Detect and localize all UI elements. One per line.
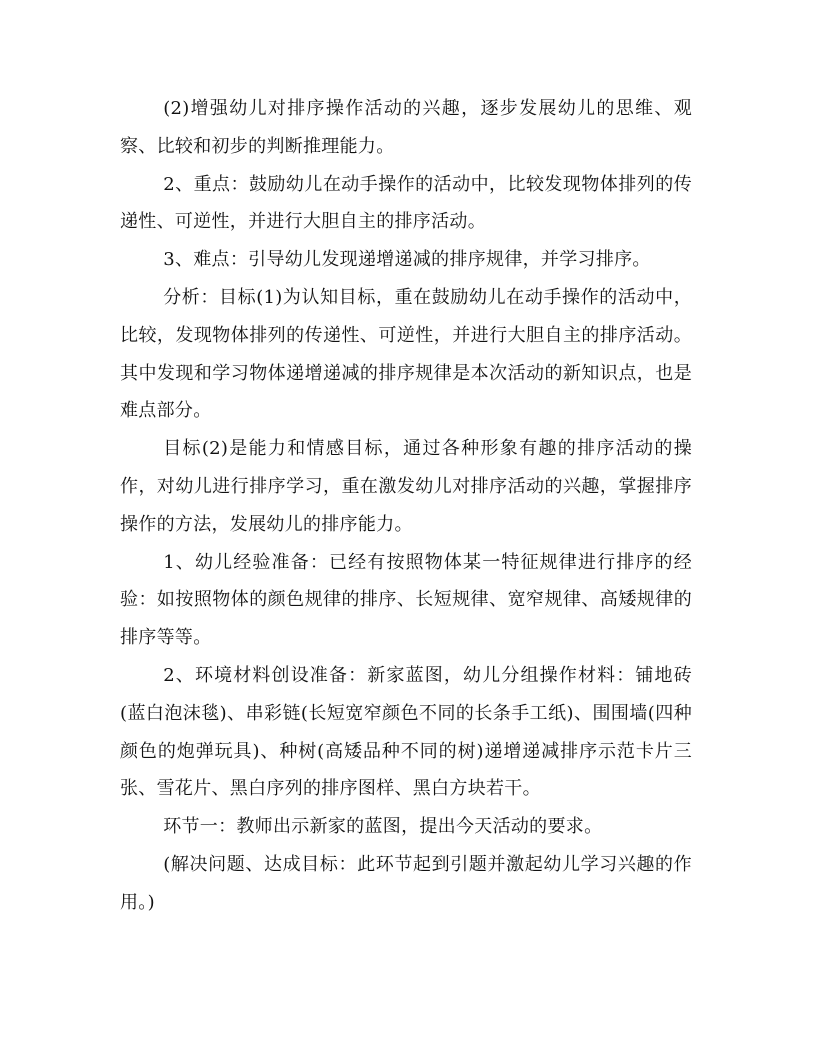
paragraph-section-one-note: (解决问题、达成目标：此环节起到引题并激起幼儿学习兴趣的作用。) xyxy=(120,853,692,913)
paragraph-difficulty: 3、难点：引导幼儿发现递增递减的排序规律，并学习排序。 xyxy=(163,249,651,271)
paragraph-material-prep: 2、环境材料创设准备：新家蓝图，幼儿分组操作材料：铺地砖(蓝白泡沫毯)、串彩链(长短宽窄颜色不同的长条手工纸)、围围墙(四种颜色的炮弹玩具)、种树(高矮品种不同的树)递增递减排序示范卡片三张、雪花片、黑白序列的排序图样、黑白方块若干。 xyxy=(120,664,692,800)
paragraph-key-point: 2、重点：鼓励幼儿在动手操作的活动中，比较发现物体排列的传递性、可逆性，并进行大胆自主的排序活动。 xyxy=(120,173,692,233)
paragraph-section-one: 环节一：教师出示新家的蓝图，提出今天活动的要求。 xyxy=(163,816,603,838)
paragraph-experience-prep: 1、幼儿经验准备：已经有按照物体某一特征规律进行排序的经验：如按照物体的颜色规律的排序、长短规律、宽窄规律、高矮规律的排序等等。 xyxy=(120,551,692,649)
paragraph-analysis: 分析：目标(1)为认知目标，重在鼓励幼儿在动手操作的活动中，比较，发现物体排列的传递性、可逆性，并进行大胆自主的排序活动。其中发现和学习物体递增递减的排序规律是本次活动的新知识点，也是难点部分。 xyxy=(120,286,692,422)
paragraph-goal-2-analysis: 目标(2)是能力和情感目标，通过各种形象有趣的排序活动的操作，对幼儿进行排序学习，重在激发幼儿对排序活动的兴趣，掌握排序操作的方法，发展幼儿的排序能力。 xyxy=(120,438,692,535)
paragraph-goal-2: (2)增强幼儿对排序操作活动的兴趣，逐步发展幼儿的思维、观察、比较和初步的判断推理能力。 xyxy=(120,98,692,157)
document-body xyxy=(120,90,692,922)
